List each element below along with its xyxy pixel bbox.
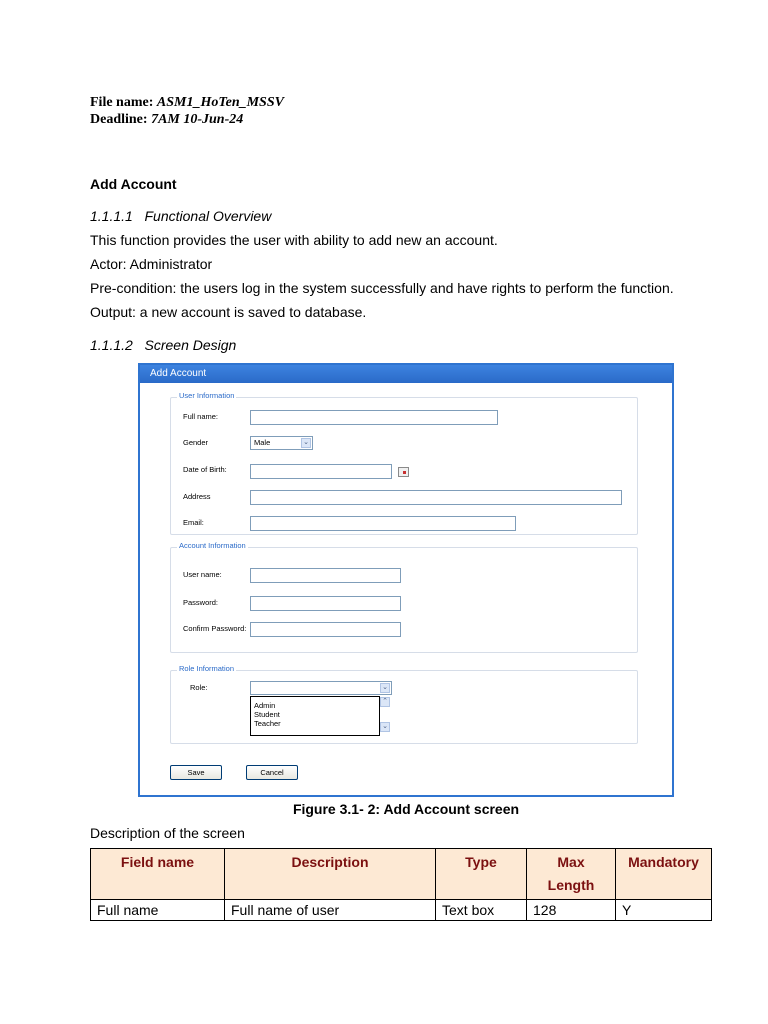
deadline-line: [90, 111, 243, 129]
gender-select[interactable]: [250, 436, 313, 450]
header-max-length: Max Length: [527, 849, 616, 900]
screen-design-number: 1.1.1.2: [90, 337, 133, 353]
address-input[interactable]: [250, 490, 622, 505]
deadline-label: Deadline:: [90, 112, 148, 127]
screen-design-heading: [90, 337, 236, 353]
cancel-button[interactable]: Cancel: [246, 765, 298, 780]
chevron-down-icon[interactable]: ⌄: [380, 683, 390, 693]
role-information-legend: Role Information: [179, 664, 235, 673]
add-account-window: [138, 363, 674, 797]
role-select[interactable]: [250, 681, 392, 695]
file-name-value: ASM1_HoTen_MSSV: [156, 95, 284, 110]
role-option-admin[interactable]: Admin: [254, 701, 276, 710]
cell-max-length: 128: [527, 900, 616, 921]
username-input[interactable]: [250, 568, 401, 583]
header-mandatory: Mandatory: [616, 849, 712, 900]
password-input[interactable]: [250, 596, 401, 611]
password-label: Password:: [183, 598, 219, 607]
scroll-up-icon[interactable]: ⌃: [380, 697, 390, 707]
overview-line-2: Actor: Administrator: [90, 256, 213, 272]
cell-mandatory: Y: [616, 900, 712, 921]
table-header-row: [91, 849, 712, 900]
window-title: Add Account: [140, 365, 672, 383]
deadline-value: 7AM 10-Jun-24: [151, 112, 244, 127]
section-title: Add Account: [90, 176, 177, 192]
file-name-label: File name:: [90, 95, 154, 110]
field-description-table: [90, 848, 712, 921]
full-name-input[interactable]: [250, 410, 498, 425]
address-label: Address: [183, 492, 211, 501]
scroll-down-icon[interactable]: ⌄: [380, 722, 390, 732]
overview-line-1: This function provides the user with ability to add new an account.: [90, 232, 498, 248]
role-option-student[interactable]: Student: [254, 710, 280, 719]
gender-label: Gender: [183, 438, 209, 447]
overview-line-4: Output: a new account is saved to database.: [90, 304, 367, 320]
table-row: [91, 900, 712, 921]
dob-input[interactable]: [250, 464, 392, 479]
header-field-name: Field name: [91, 849, 225, 900]
header-description: Description: [225, 849, 436, 900]
gender-value: Male: [254, 438, 271, 447]
screen-design-title: Screen Design: [144, 337, 237, 353]
user-information-group: [170, 391, 638, 535]
overview-number: 1.1.1.1: [90, 208, 133, 224]
role-option-teacher[interactable]: Teacher: [254, 719, 281, 728]
email-label: Email:: [183, 518, 204, 527]
calendar-icon[interactable]: [398, 467, 409, 477]
full-name-label: Full name:: [183, 412, 219, 421]
dob-label: Date of Birth:: [183, 465, 227, 474]
cell-field-name: Full name: [91, 900, 225, 921]
role-information-group: [170, 664, 638, 744]
header-type: Type: [436, 849, 527, 900]
save-button[interactable]: Save: [170, 765, 222, 780]
user-information-legend: User Information: [179, 391, 235, 400]
role-listbox[interactable]: [250, 696, 380, 736]
overview-heading: [90, 208, 271, 224]
overview-title: Functional Overview: [144, 208, 272, 224]
account-information-group: [170, 541, 638, 653]
file-name-line: [90, 94, 284, 112]
account-information-legend: Account Information: [179, 541, 246, 550]
confirm-password-label: Confirm Password:: [183, 624, 247, 633]
cell-description: Full name of user: [225, 900, 436, 921]
email-input[interactable]: [250, 516, 516, 531]
confirm-password-input[interactable]: [250, 622, 401, 637]
description-heading: Description of the screen: [90, 825, 245, 841]
username-label: User name:: [183, 570, 222, 579]
chevron-down-icon[interactable]: ⌄: [301, 438, 311, 448]
figure-caption: Figure 3.1- 2: Add Account screen: [292, 801, 520, 817]
cell-type: Text box: [436, 900, 527, 921]
overview-line-3: Pre-condition: the users log in the system successfully and have rights to perform the function.: [90, 280, 674, 296]
role-label: Role:: [190, 683, 208, 692]
